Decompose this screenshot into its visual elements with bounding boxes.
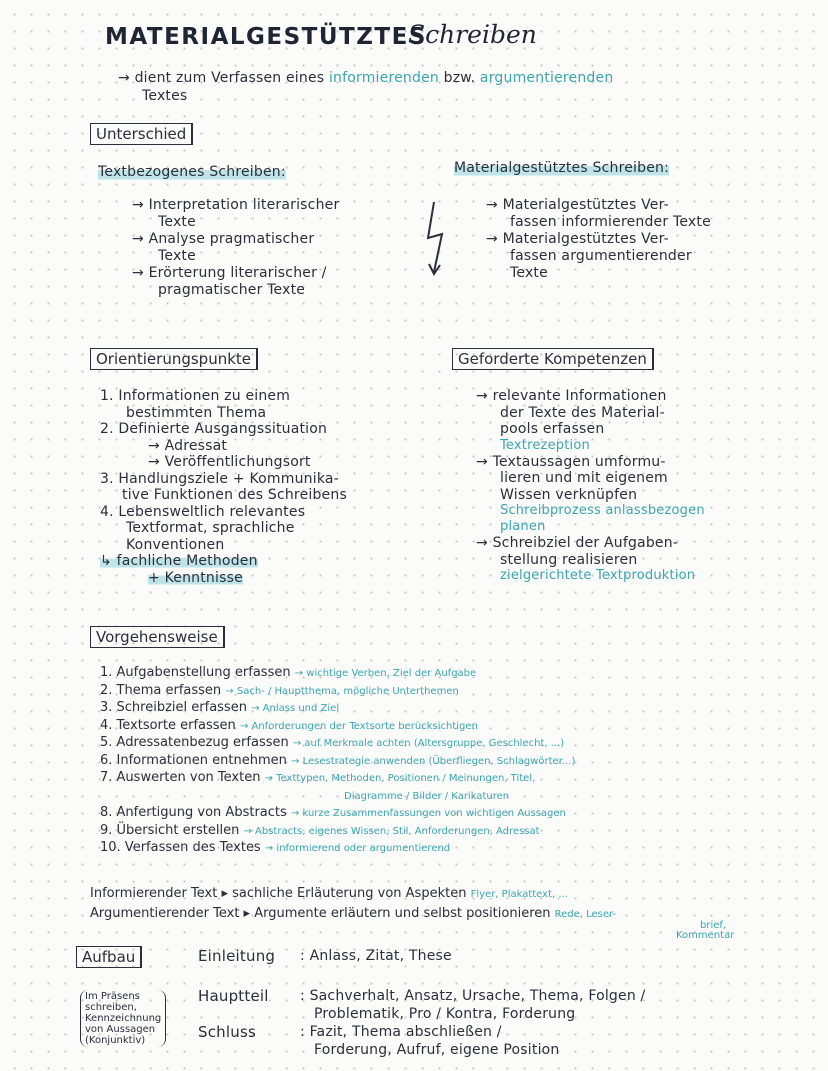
list-item: → Veröffentlichungsort [148, 454, 311, 470]
definition-informierend: Informierender Text ▸ sachliche Erläuterung von Aspekten Flyer, Plakattext, ... [90, 886, 568, 901]
list-item: Texte [158, 248, 196, 264]
list-item: Texte [510, 265, 548, 281]
list-item: 3. Handlungsziele + Kommunika- [100, 470, 339, 487]
einleitung-label: Einleitung [198, 947, 276, 965]
intro-informierend: informierenden [328, 70, 439, 86]
list-item: pools erfassen [500, 421, 605, 437]
kompetenzen-list [476, 388, 705, 584]
list-item: → Analyse pragmatischer [132, 231, 315, 247]
list-item: Texte [158, 214, 196, 230]
list-item: Textrezeption [500, 437, 590, 453]
list-item: zielgerichtete Textproduktion [500, 568, 696, 583]
vorgehensweise-list [100, 664, 575, 857]
list-item: Schreibprozess anlassbezogen [500, 503, 705, 518]
step-row: 7. Auswerten von Texten → Texttypen, Methoden, Positionen / Meinungen, Titel, [100, 770, 536, 785]
list-item: fassen argumentierender [510, 248, 692, 264]
hauptteil-label: Hauptteil [198, 987, 269, 1005]
list-item: → Erörterung literarischer / [132, 265, 327, 281]
step-row: 4. Textsorte erfassen → Anforderungen der Textsorte berücksichtigen [100, 717, 478, 733]
intro-line-2: Textes [142, 88, 188, 104]
einleitung-text: : Anlass, Zitat, These [300, 948, 452, 964]
list-item: lieren und mit eigenem [500, 470, 668, 486]
step-row: 5. Adressatenbezug erfassen → auf Merkmale achten (Altersgruppe, Geschlecht, ...) [100, 735, 565, 750]
list-item [100, 570, 347, 587]
step-row: 8. Anfertigung von Abstracts → kurze Zusammenfassungen von wichtigen Aussagen [100, 805, 566, 820]
textbezogen-heading: Textbezogenes Schreiben: [98, 164, 286, 180]
definition-note-brief: brief, [700, 920, 727, 931]
list-item: → relevante Informationen [476, 388, 667, 404]
lightning-arrow-icon [426, 200, 446, 280]
intro-argumentierend: argumentierenden [479, 70, 614, 86]
step-row: 1. Aufgabenstellung erfassen → wichtige Verben, Ziel der Aufgabe [100, 665, 477, 680]
schluss-text-2: Forderung, Aufruf, eigene Position [314, 1042, 560, 1058]
step-row: 6. Informationen entnehmen → Lesestrategie anwenden (Überfliegen, Schlagwörter...) [100, 752, 576, 768]
intro-line-1 [118, 70, 613, 87]
list-item [100, 553, 347, 570]
schluss-text-1: : Fazit, Thema abschließen / [300, 1024, 502, 1040]
step-row: 3. Schreibziel erfassen → Anlass und Ziel [100, 700, 340, 715]
step-row: 10. Verfassen des Textes → informierend oder argumentierend [100, 840, 451, 855]
list-item: 4. Lebensweltlich relevantes [100, 503, 306, 520]
list-item: 1. Informationen zu einem [100, 388, 291, 404]
list-item: → Textaussagen umformu- [476, 453, 666, 470]
list-item: Textformat, sprachliche [126, 520, 295, 536]
kenntnisse: + Kenntnisse [148, 569, 243, 586]
list-item: stellung realisieren [500, 551, 638, 568]
aufbau-side-note: Im Präsens schreiben, Kennzeichnung von Aussagen (Konjunktiv) [80, 990, 166, 1047]
step-row: 2. Thema erfassen → Sach- / Hauptthema, mögliche Unterthemen [100, 682, 459, 698]
step-row: Diagramme / Bilder / Karikaturen [344, 790, 510, 802]
materialgestuetzt-list [486, 197, 711, 282]
list-item: 2. Definierte Ausgangssituation [100, 421, 328, 437]
hauptteil-text-1: : Sachverhalt, Ansatz, Ursache, Thema, Folgen / [300, 988, 646, 1004]
orientierung-heading: Orientierungspunkte [90, 348, 258, 370]
unterschied-heading: Unterschied [90, 123, 193, 145]
vorgehensweise-heading: Vorgehensweise [90, 626, 225, 648]
schluss-label: Schluss [198, 1023, 256, 1041]
page-title-script: Schreiben [408, 20, 537, 49]
orientierung-list [100, 388, 347, 586]
kompetenzen-heading: Geforderte Kompetenzen [452, 348, 654, 370]
list-item: Wissen verknüpfen [500, 486, 638, 503]
list-item: Konventionen [126, 536, 225, 553]
list-item: der Texte des Material- [500, 404, 665, 421]
list-item: → Schreibziel der Aufgaben- [476, 535, 679, 551]
materialgestuetzt-heading: Materialgestütztes Schreiben: [454, 160, 670, 176]
textbezogen-list [132, 197, 339, 299]
definition-argumentierend: Argumentierender Text ▸ Argumente erläutern und selbst positionieren Rede, Leser- [90, 906, 617, 921]
list-item: → Adressat [148, 437, 228, 454]
list-item: bestimmten Thema [126, 404, 267, 421]
list-item: pragmatischer Texte [158, 282, 306, 298]
definition-note-kommentar: Kommentar [676, 930, 735, 941]
intro-bzw: bzw. [443, 70, 476, 86]
step-row: 9. Übersicht erstellen → Abstracts, eigenes Wissen, Stil, Anforderungen, Adressat [100, 822, 540, 838]
list-item: → Materialgestütztes Ver- [486, 197, 669, 213]
fachliche-methoden: ↳ fachliche Methoden [100, 553, 258, 569]
list-item: fassen informierender Texte [510, 214, 711, 230]
aufbau-heading: Aufbau [76, 946, 142, 968]
list-item: planen [500, 519, 546, 534]
list-item: → Interpretation literarischer [132, 197, 340, 213]
page-title: MATERIALGESTÜTZTES [105, 24, 427, 50]
list-item: → Materialgestütztes Ver- [486, 231, 669, 247]
hauptteil-text-2: Problematik, Pro / Kontra, Forderung [314, 1006, 576, 1022]
list-item: tive Funktionen des Schreibens [122, 487, 347, 503]
intro-text: → dient zum Verfassen eines [118, 70, 325, 86]
